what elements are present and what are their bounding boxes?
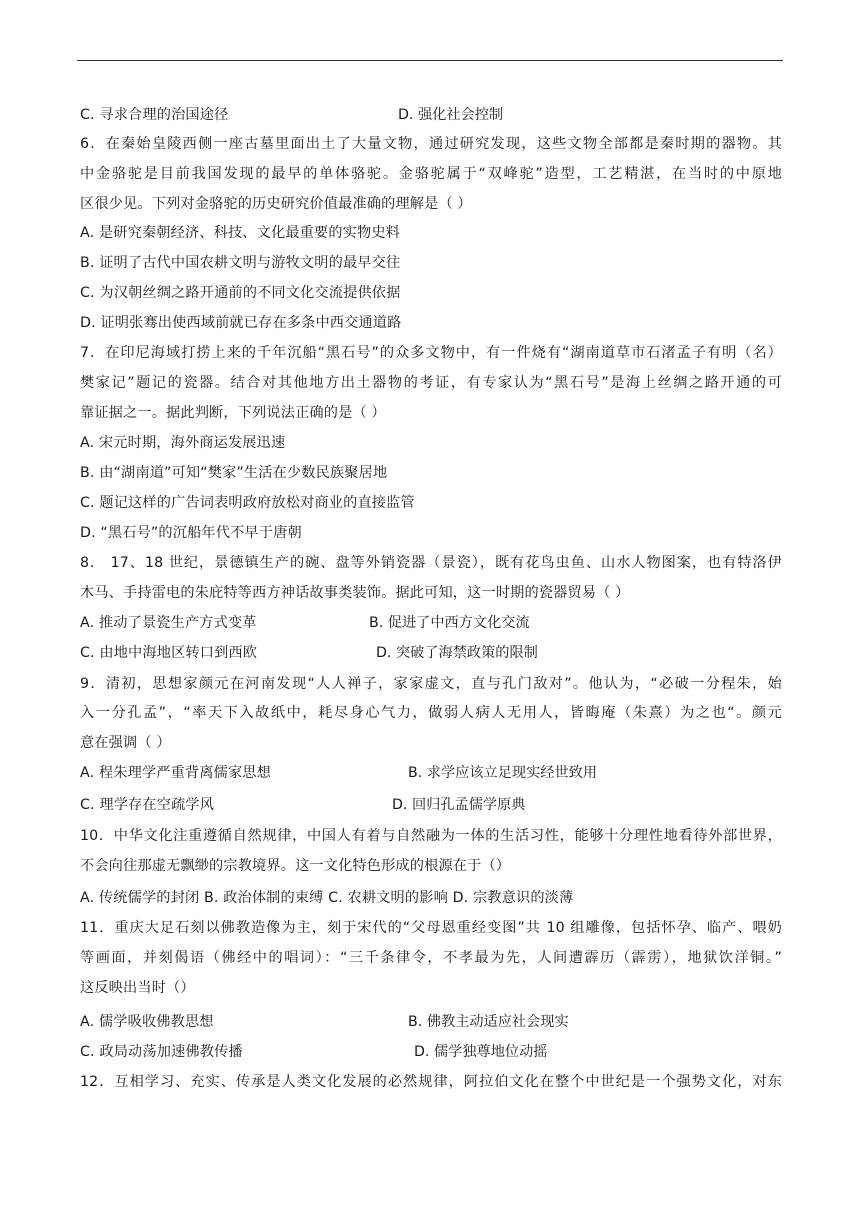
q8-option-d: D. 突破了海禁政策的限制 [376,645,538,661]
q8-stem-line-1: 8． 17、18 世纪，景德镇生产的碗、盘等外销瓷器（景瓷），既有花鸟虫鱼、山水人物图案，也有特洛伊 [80,555,782,571]
q7-option-d: D. “黑石号”的沉船年代不早于唐朝 [80,525,302,541]
q9-option-c: C. 理学存在空疏学风 [80,797,215,813]
q11-option-b: B. 佛教主动适应社会现实 [408,1014,569,1030]
q8-stem-line-2: 木马、手持雷电的朱庇特等西方神话故事类装饰。据此可知，这一时期的瓷器贸易（ ） [80,585,630,601]
q7-stem-line-3: 靠证据之一。据此判断，下列说法正确的是（ ） [80,405,386,421]
q11-option-d: D. 儒学独尊地位动摇 [414,1044,548,1060]
q11-stem-line-3: 这反映出当时（） [80,980,195,996]
q6-option-b: B. 证明了古代中国农耕文明与游牧文明的最早交往 [80,255,401,271]
q11-stem-line-1: 11．重庆大足石刻以佛教造像为主，刻于宋代的“父母恩重经变图”共 10 组雕像，包括怀孕、临产、喂奶 [80,920,782,936]
q6-option-d: D. 证明张骞出使西域前就已存在多条中西交通道路 [80,315,402,331]
q6-option-c: C. 为汉朝丝绸之路开通前的不同文化交流提供依据 [80,285,401,301]
q9-option-b: B. 求学应该立足现实经世致用 [408,765,598,781]
q7-stem-line-1: 7．在印尼海域打捞上来的千年沉船“黑石号”的众多文物中，有一件烧有“湖南道草市石渚孟子有明（名） [80,345,782,361]
q11-option-a: A. 儒学吸收佛教思想 [80,1014,214,1030]
q9-option-a: A. 程朱理学严重背离儒家思想 [80,765,271,781]
q6-option-a: A. 是研究秦朝经济、科技、文化最重要的实物史料 [80,225,401,241]
q10-stem-line-1: 10．中华文化注重遵循自然规律，中国人有着与自然融为一体的生活习性，能够十分理性地看待外部世界， [80,828,782,844]
q9-stem-line-2: 入一分孔孟”，“率天下入故纸中，耗尽身心气力，做弱人病人无用人，皆晦庵（朱熹）为之也“。颜元 [80,705,782,721]
q12-stem-line-1: 12．互相学习、充实、传承是人类文化发展的必然规律，阿拉伯文化在整个中世纪是一个强势文化，对东 [80,1074,782,1090]
q8-option-a: A. 推动了景瓷生产方式变革 [80,615,257,631]
q8-option-c: C. 由地中海地区转口到西欧 [80,645,258,661]
q7-option-b: B. 由“湖南道”可知“樊家”生活在少数民族聚居地 [80,465,388,481]
q10-stem-line-2: 不会向往那虚无飘缈的宗教境界。这一文化特色形成的根源在于（） [80,858,511,874]
q7-option-a: A. 宋元时期，海外商运发展迅速 [80,435,286,451]
q7-stem-line-2: 樊家记”题记的瓷器。结合对其他地方出土器物的考证，有专家认为“黑石号”是海上丝绸之路开通的可 [80,375,782,391]
q6-stem-line-2: 中金骆驼是目前我国发现的最早的单体骆驼。金骆驼属于“双峰驼”造型，工艺精湛，在当时的中原地 [80,166,782,182]
q9-stem-line-1: 9．清初，思想家颜元在河南发现“人人禅子，家家虚文，直与孔门敌对”。他认为，“必破一分程朱，始 [80,676,782,692]
q5-option-d: D. 强化社会控制 [398,107,504,123]
q8-option-b: B. 促进了中西方文化交流 [369,615,530,631]
header-rule [77,60,783,61]
q5-option-c: C. 寻求合理的治国途径 [80,107,229,123]
q10-options: A. 传统儒学的封闭 B. 政治体制的束缚 C. 农耕文明的影响 D. 宗教意识的淡薄 [80,890,574,906]
q11-option-c: C. 政局动荡加速佛教传播 [80,1044,243,1060]
q9-option-d: D. 回归孔孟儒学原典 [392,797,526,813]
q9-stem-line-3: 意在强调（ ） [80,735,171,751]
q6-stem-line-1: 6．在秦始皇陵西侧一座古墓里面出土了大量文物，通过研究发现，这些文物全部都是秦时期的器物。其 [80,136,782,152]
q11-stem-line-2: 等画面，并刻偈语（佛经中的唱词）：“三千条律令，不孝最为先，人间遭霹历（霹雳），地狱饮洋铜。” [80,950,782,966]
q7-option-c: C. 题记这样的广告词表明政府放松对商业的直接监管 [80,495,415,511]
q6-stem-line-3: 区很少见。下列对金骆驼的历史研究价值最准确的理解是（ ） [80,196,472,212]
